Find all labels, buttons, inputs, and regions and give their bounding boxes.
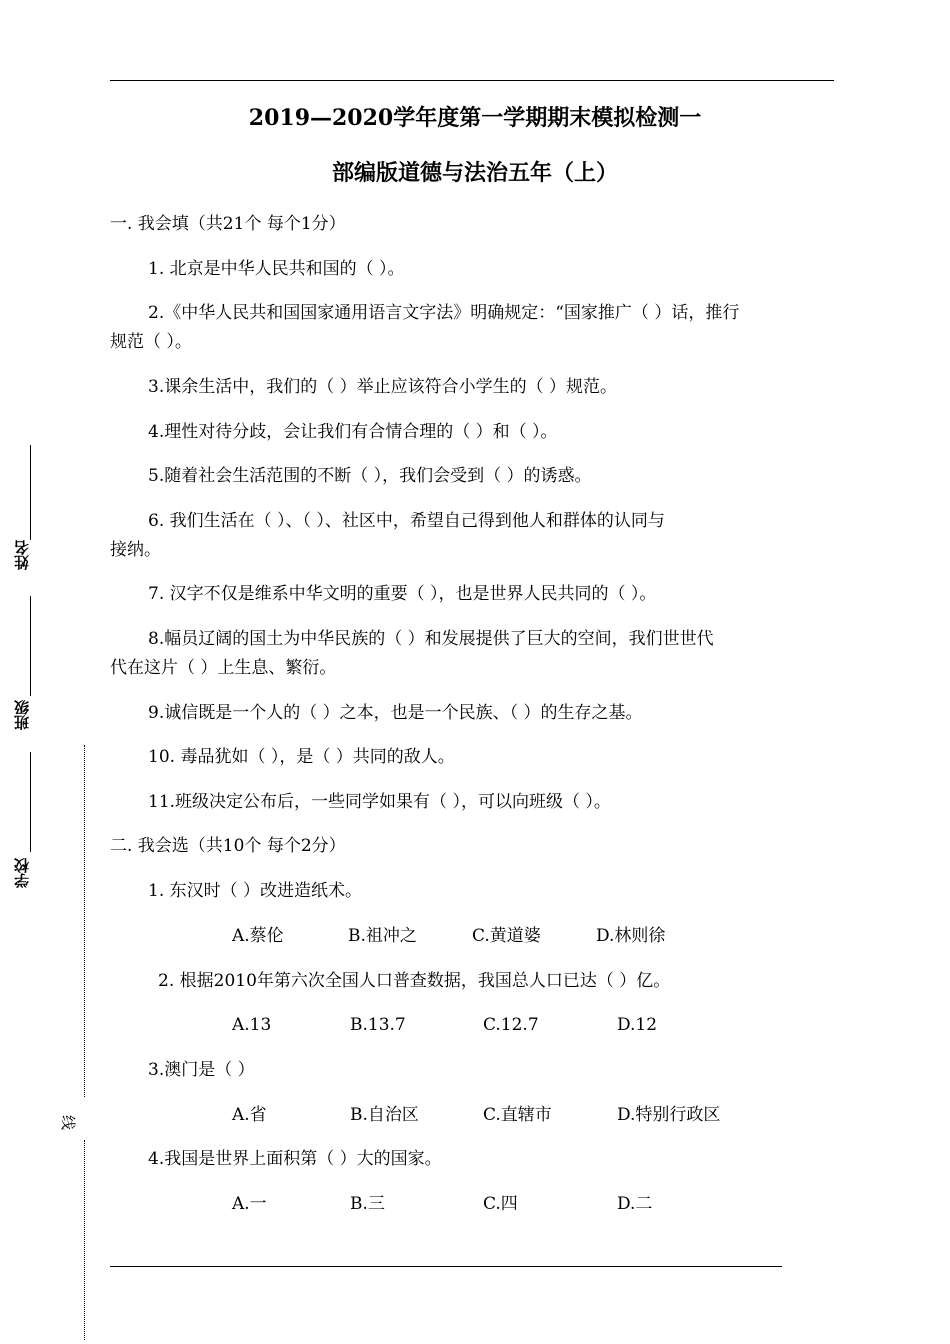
- section2-heading: 二. 我会选（共10个 每个2分）: [110, 836, 346, 856]
- fill-question-1: 1. 北京是中华人民共和国的（ ）。: [148, 259, 405, 279]
- fill-question-3: 3.课余生活中，我们的（ ）举止应该符合小学生的（ ）规范。: [148, 377, 618, 397]
- choice-question-3: 3.澳门是（ ）: [148, 1060, 255, 1080]
- q3-option-d: D.特别行政区: [617, 1105, 721, 1125]
- q1-option-a: A.蔡伦: [232, 926, 284, 946]
- binding-line-label: 线: [59, 1114, 78, 1131]
- q4-option-b: B.三: [350, 1194, 385, 1214]
- section1-heading: 一. 我会填（共21个 每个1分）: [110, 214, 346, 234]
- school-blank-line: [30, 752, 31, 852]
- school-label: 学校: [13, 858, 31, 888]
- q3-option-c: C.直辖市: [483, 1105, 552, 1125]
- name-label: 姓名: [13, 540, 31, 570]
- class-blank-line: [30, 596, 31, 696]
- fill-question-8-line2: 代在这片（ ）上生息、繁衍。: [110, 658, 337, 678]
- choice-question-2: 2. 根据2010年第六次全国人口普查数据，我国总人口已达（ ）亿。: [158, 971, 671, 991]
- q4-option-d: D.二: [617, 1194, 653, 1214]
- q2-option-b: B.13.7: [350, 1015, 406, 1035]
- fill-question-2-line2: 规范（ ）。: [110, 332, 192, 352]
- fill-question-6-line2: 接纳。: [110, 540, 161, 560]
- q4-option-a: A.一: [232, 1194, 267, 1214]
- q3-option-b: B.自治区: [350, 1105, 419, 1125]
- fill-question-2-line1: 2.《中华人民共和国国家通用语言文字法》明确规定：“国家推广（ ）话，推行: [148, 303, 740, 323]
- fill-question-4: 4.理性对待分歧，会让我们有合情合理的（ ）和（ ）。: [148, 422, 558, 442]
- top-rule: [110, 80, 834, 81]
- binding-dotted-line-upper: [84, 745, 85, 1097]
- fill-question-7: 7. 汉字不仅是维系中华文明的重要（ ），也是世界人民共同的（ ）。: [148, 584, 657, 604]
- page-subtitle: 部编版道德与法治五年（上）: [331, 160, 618, 186]
- q3-option-a: A.省: [232, 1105, 267, 1125]
- fill-question-9: 9.诚信既是一个人的（ ）之本，也是一个民族、（ ）的生存之基。: [148, 703, 643, 723]
- q1-option-c: C.黄道婆: [472, 926, 541, 946]
- fill-question-11: 11.班级决定公布后，一些同学如果有（ ），可以向班级（ ）。: [148, 792, 611, 812]
- binding-dotted-line-lower: [84, 1140, 85, 1340]
- page-title: 2019—2020学年度第一学期期末模拟检测一: [248, 105, 702, 131]
- bottom-rule: [110, 1266, 782, 1267]
- choice-question-4: 4.我国是世界上面积第（ ）大的国家。: [148, 1149, 442, 1169]
- fill-question-6-line1: 6. 我们生活在（ ）、（ ）、社区中，希望自己得到他人和群体的认同与: [148, 511, 665, 531]
- q1-option-b: B.祖冲之: [348, 926, 417, 946]
- fill-question-5: 5.随着社会生活范围的不断（ ），我们会受到（ ）的诱惑。: [148, 466, 592, 486]
- q2-option-c: C.12.7: [483, 1015, 539, 1035]
- class-label: 班级: [13, 700, 31, 730]
- q1-option-d: D.林则徐: [596, 926, 666, 946]
- q2-option-a: A.13: [232, 1015, 272, 1035]
- q4-option-c: C.四: [483, 1194, 518, 1214]
- q2-option-d: D.12: [617, 1015, 658, 1035]
- fill-question-8-line1: 8.幅员辽阔的国土为中华民族的（ ）和发展提供了巨大的空间，我们世世代: [148, 629, 714, 649]
- name-blank-line: [30, 445, 31, 540]
- fill-question-10: 10. 毒品犹如（ ），是（ ）共同的敌人。: [148, 747, 455, 767]
- choice-question-1: 1. 东汉时（ ）改进造纸术。: [148, 881, 363, 901]
